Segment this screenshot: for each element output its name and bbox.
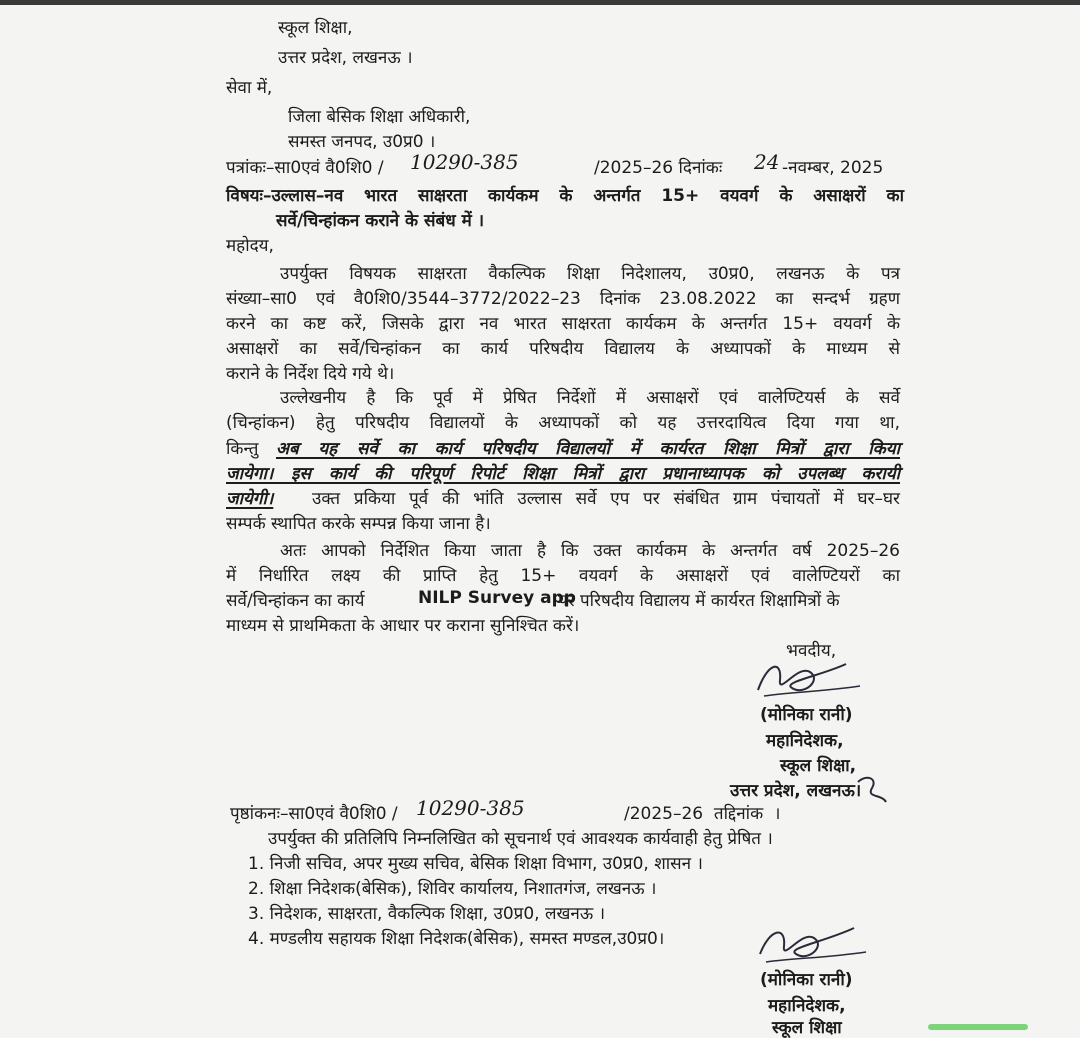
para1-line1: उपर्युक्त विषयक साक्षरता वैकल्पिक शिक्षा निदेशालय, उ0प्र0, लखनऊ के पत्र (280, 264, 900, 284)
para2-line3-emphasis: अब यह सर्वे का कार्य परिषदीय विद्यालयों में कार्यरत शिक्षा मित्रों द्वारा किया (276, 439, 900, 459)
sender-location: उत्तर प्रदेश, लखनऊ । (278, 48, 413, 68)
para1-line2: संख्या–सा0 एवं वै0शि0/3544–3772/2022–23 दिनांक 23.08.2022 का सन्दर्भ ग्रहण (226, 289, 900, 309)
reference-year-date-label: /2025–26 दिनांकः (594, 158, 723, 178)
para2-line1: उल्लेखनीय है कि पूर्व में प्रेषित निर्देशों में असाक्षरों एवं वालेण्टियर्स के सर्वे (280, 388, 900, 408)
para1-line4: असाक्षरों का सर्वे/चिन्हांकन का कार्य परिषदीय विद्यालय के अध्यापकों के माध्यम से (226, 339, 900, 359)
subject-line1: विषयः–उल्लास–नव भारत साक्षरता कार्यकम के अन्तर्गत 15+ वयवर्ग के असाक्षरों का (226, 186, 904, 206)
addressee-line1: जिला बेसिक शिक्षा अधिकारी, (288, 107, 471, 127)
para2-line3-plain: किन्तु (226, 439, 259, 459)
para3-line3-bold: NILP Survey app (418, 588, 576, 608)
para1-line3: करने का कष्ट करें, जिसके द्वारा नव भारत साक्षरता कार्यकम के अन्तर्गत 15+ वयवर्ग के (226, 314, 900, 334)
signatory-state: उत्तर प्रदेश, लखनऊ। (730, 781, 862, 801)
para2-line2: (चिन्हांकन) हेतु परिषदीय विद्यालयों के अध्यापकों को यह उत्तरदायित्व दिया गया था, (226, 413, 900, 433)
endorsement-item-4: 4. मण्डलीय सहायक शिक्षा निदेशक(बेसिक), समस्त मण्डल,उ0प्र0। (248, 929, 665, 949)
signatory2-designation: महानिदेशक, (768, 996, 846, 1016)
signatory-dept: स्कूल शिक्षा, (780, 756, 857, 776)
signatory-designation: महानिदेशक, (766, 731, 844, 751)
para3-line3-b: पर परिषदीय विद्यालय में कार्यरत शिक्षामित्रों के (558, 591, 840, 611)
salutation: महोदय, (226, 236, 274, 256)
para2-line4-emphasis: जायेगा। इस कार्य की परिपूर्ण रिपोर्ट शिक्षा मित्रों द्वारा प्रधानाध्यापक को उपलब्ध करायी (226, 464, 900, 484)
endorsement-intro: उपर्युक्त की प्रतिलिपि निम्नलिखित को सूचनार्थ एवं आवश्यक कार्यवाही हेतु प्रेषित । (268, 829, 773, 849)
addressee-line2: समस्त जनपद, उ0प्र0 । (288, 132, 436, 152)
signature-mark (750, 652, 870, 704)
endorsement-item-3: 3. निदेशक, साक्षरता, वैकल्पिक शिक्षा, उ0प्र0, लखनऊ । (248, 904, 606, 924)
reference-prefix: पत्रांकः–सा0एवं वै0शि0 / (226, 158, 384, 178)
closing: भवदीय, (786, 641, 837, 661)
subject-line2: सर्वे/चिन्हांकन कराने के संबंध में । (276, 211, 485, 231)
para3-line3-a: सर्वे/चिन्हांकन का कार्य (226, 591, 365, 611)
para2-line5-plain: उक्त प्रकिया पूर्व की भांति उल्लास सर्वे एप पर संबंधित ग्राम पंचायतों में घर–घर (312, 489, 900, 509)
endorsement-item-2: 2. शिक्षा निदेशक(बेसिक), शिविर कार्यालय, निशातगंज, लखनऊ । (248, 879, 657, 899)
para3-line1: अतः आपको निर्देशित किया जाता है कि उक्त कार्यकम के अन्तर्गत वर्ष 2025–26 (280, 541, 900, 561)
para2-line5-emphasis: जायेगी। (226, 489, 274, 509)
green-indicator-bar (928, 1024, 1028, 1030)
addressee-intro: सेवा में, (226, 78, 273, 98)
signature-mark-2 (754, 920, 874, 970)
endorsement-prefix: पृष्ठांकनः–सा0एवं वै0शि0 / (230, 804, 398, 824)
signatory2-name: (मोनिका रानी) (760, 970, 853, 990)
initial-mark (852, 772, 892, 808)
para3-line2: में निर्धारित लक्ष्य की प्राप्ति हेतु 15+ वयवर्ग के असाक्षरों एवं वालेण्टियरों का (226, 566, 900, 586)
sender-dept: स्कूल शिक्षा, (278, 18, 353, 38)
para2-line6: सम्पर्क स्थापित करके सम्पन्न किया जाना है। (226, 514, 491, 534)
signatory2-dept: स्कूल शिक्षा (772, 1018, 842, 1038)
para3-line4: माध्यम से प्राथमिकता के आधार पर कराना सुनिश्चित करें। (226, 616, 580, 636)
endorsement-suffix: /2025–26 तद्दिनांक । (624, 804, 781, 824)
signatory-name: (मोनिका रानी) (760, 705, 853, 725)
reference-handwritten-number: 10290-385 (410, 150, 519, 174)
para1-line5: कराने के निर्देश दिये गये थे। (226, 364, 395, 384)
top-edge-bar (0, 0, 1080, 5)
endorsement-handwritten-number: 10290-385 (416, 796, 525, 820)
endorsement-item-1: 1. निजी सचिव, अपर मुख्य सचिव, बेसिक शिक्षा विभाग, उ0प्र0, शासन । (248, 854, 703, 874)
reference-handwritten-day: 24 (754, 150, 780, 174)
reference-month-year: -नवम्बर, 2025 (782, 158, 884, 178)
